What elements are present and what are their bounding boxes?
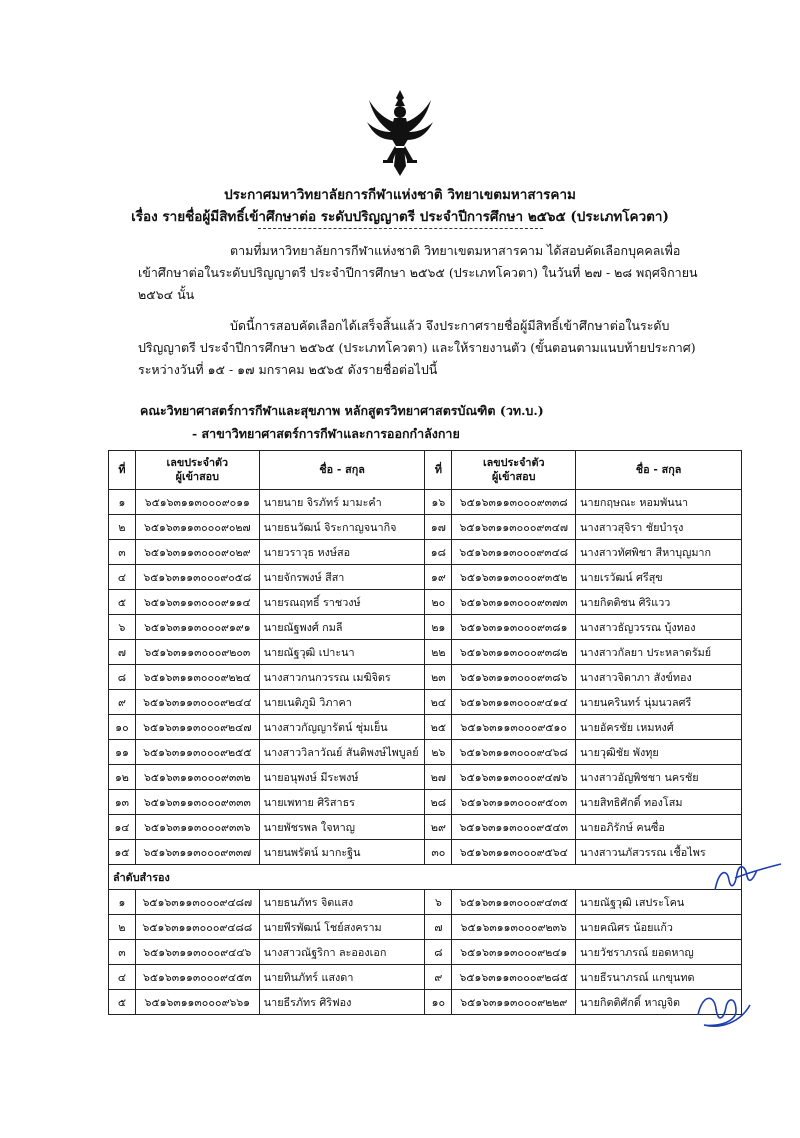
cell-no: ๖ bbox=[109, 615, 136, 640]
cell-no: ๑๕ bbox=[109, 840, 136, 865]
table-row bbox=[109, 490, 742, 515]
faculty-heading: คณะวิทยาศาสตร์การกีฬาและสุขภาพ หลักสูตรวิทยาศาสตรบัณฑิต (วท.บ.) bbox=[140, 403, 544, 418]
cell-id: ๖๕๑๖๓๑๑๓๐๐๐๙๓๓๗ bbox=[135, 840, 259, 865]
cell-no: ๒ bbox=[109, 515, 136, 540]
cell-no: ๑๘ bbox=[425, 540, 452, 565]
cell-name: นายกิตติศักดิ์ หาญจิต bbox=[576, 990, 742, 1015]
cell-id: ๖๕๑๖๓๑๑๓๐๐๐๙๓๓๘ bbox=[452, 490, 576, 515]
col-no-header: ที่ bbox=[109, 451, 136, 490]
cell-id: ๖๕๑๖๓๑๑๓๐๐๐๙๓๘๒ bbox=[452, 640, 576, 665]
cell-name: นายนาย จิรภัทร์ มามะคำ bbox=[259, 490, 425, 515]
cell-id: ๖๕๑๖๓๑๑๓๐๐๐๙๓๘๑ bbox=[452, 615, 576, 640]
cell-no: ๑๒ bbox=[109, 765, 136, 790]
cell-id: ๖๕๑๖๓๑๑๓๐๐๐๙๒๔๔ bbox=[135, 690, 259, 715]
table-row bbox=[109, 915, 742, 940]
cell-id: ๖๕๑๖๓๑๑๓๐๐๐๙๓๓๖ bbox=[135, 815, 259, 840]
cell-name: นางสาวจิดาภา สังข์ทอง bbox=[576, 665, 742, 690]
cell-name: นางสาวนภัสวรรณ เชื้อไพร bbox=[576, 840, 742, 865]
cell-id: ๖๕๑๖๓๑๑๓๐๐๐๙๕๔๓ bbox=[452, 815, 576, 840]
cell-no: ๒๕ bbox=[425, 715, 452, 740]
cell-name: นางสาววิลาวัณย์ สันติพงษ์ไพบูลย์ bbox=[259, 740, 425, 765]
cell-no: ๗ bbox=[425, 915, 452, 940]
cell-name: นางสาวทัศพิชา สีหาบุญมาก bbox=[576, 540, 742, 565]
cell-id: ๖๕๑๖๓๑๑๓๐๐๐๙๔๗๖ bbox=[452, 765, 576, 790]
cell-no: ๑๗ bbox=[425, 515, 452, 540]
cell-name: นายธีรนาภรณ์ แกขุนทด bbox=[576, 965, 742, 990]
cell-id: ๖๕๑๖๓๑๑๓๐๐๐๙๒๔๑ bbox=[452, 940, 576, 965]
cell-no: ๙ bbox=[109, 690, 136, 715]
cell-id: ๖๕๑๖๓๑๑๓๐๐๐๙๑๙๑ bbox=[135, 615, 259, 640]
major-heading: - สาขาวิทยาศาสตร์การกีฬาและการออกกำลังกาย bbox=[192, 426, 460, 441]
table-row bbox=[109, 790, 742, 815]
cell-id: ๖๕๑๖๓๑๑๓๐๐๐๙๖๖๑ bbox=[135, 990, 259, 1015]
cell-name: นางสาวณัฐริกา ละอองเอก bbox=[259, 940, 425, 965]
table-row bbox=[109, 565, 742, 590]
cell-no: ๒๖ bbox=[425, 740, 452, 765]
cell-no: ๘ bbox=[109, 665, 136, 690]
cell-name: นายธนภัทร จิตแสง bbox=[259, 890, 425, 915]
reserve-section-row bbox=[109, 865, 742, 890]
table-row bbox=[109, 840, 742, 865]
cell-name: นายวราวุธ หงษ์สอ bbox=[259, 540, 425, 565]
table-row bbox=[109, 740, 742, 765]
col-id-header: เลขประจำตัว ผู้เข้าสอบ bbox=[135, 451, 259, 490]
cell-id: ๖๕๑๖๓๑๑๓๐๐๐๙๕๖๔ bbox=[452, 840, 576, 865]
cell-id: ๖๕๑๖๓๑๑๓๐๐๐๙๐๒๙ bbox=[135, 540, 259, 565]
signature-1 bbox=[705, 850, 785, 900]
cell-name: นายกิตติชน ศิริแวว bbox=[576, 590, 742, 615]
table-row bbox=[109, 640, 742, 665]
table-row bbox=[109, 665, 742, 690]
cell-id: ๖๕๑๖๓๑๑๓๐๐๐๙๕๑๐ bbox=[452, 715, 576, 740]
divider bbox=[258, 228, 543, 229]
cell-name: นายทินภัทร์ แสงดา bbox=[259, 965, 425, 990]
cell-name: นางสาวกนกวรรณ เมฆิจิตร bbox=[259, 665, 425, 690]
table-row bbox=[109, 690, 742, 715]
cell-name: นายวุฒิชัย พังทุย bbox=[576, 740, 742, 765]
cell-name: นายณัฐพงศ์ กมลี bbox=[259, 615, 425, 640]
cell-id: ๖๕๑๖๓๑๑๓๐๐๐๙๓๕๒ bbox=[452, 565, 576, 590]
cell-no: ๖ bbox=[425, 890, 452, 915]
cell-no: ๑๐ bbox=[425, 990, 452, 1015]
cell-id: ๖๕๑๖๓๑๑๓๐๐๐๙๒๒๙ bbox=[452, 990, 576, 1015]
cell-no: ๙ bbox=[425, 965, 452, 990]
cell-no: ๒๔ bbox=[425, 690, 452, 715]
table-header-row bbox=[109, 451, 742, 490]
cell-id: ๖๕๑๖๓๑๑๓๐๐๐๙๔๓๕ bbox=[452, 890, 576, 915]
cell-id: ๖๕๑๖๓๑๑๓๐๐๐๙๒๕๕ bbox=[135, 740, 259, 765]
cell-id: ๖๕๑๖๓๑๑๓๐๐๐๙๒๘๕ bbox=[452, 965, 576, 990]
table-row bbox=[109, 965, 742, 990]
cell-id: ๖๕๑๖๓๑๑๓๐๐๐๙๐๕๘ bbox=[135, 565, 259, 590]
cell-name: นายสิทธิศักดิ์ ทองโสม bbox=[576, 790, 742, 815]
cell-id: ๖๕๑๖๓๑๑๓๐๐๐๙๔๘๘ bbox=[135, 915, 259, 940]
cell-name: นายณัฐวุฒิ เปาะนา bbox=[259, 640, 425, 665]
cell-no: ๑๙ bbox=[425, 565, 452, 590]
table-row bbox=[109, 990, 742, 1015]
cell-id: ๖๕๑๖๓๑๑๓๐๐๐๙๔๕๓ bbox=[135, 965, 259, 990]
cell-name: นายกฤษณะ หอมพันนา bbox=[576, 490, 742, 515]
cell-no: ๒๘ bbox=[425, 790, 452, 815]
cell-id: ๖๕๑๖๓๑๑๓๐๐๐๙๓๓๓ bbox=[135, 790, 259, 815]
cell-name: นางสาวกัญญารัตน์ ชุ่มเย็น bbox=[259, 715, 425, 740]
cell-no: ๗ bbox=[109, 640, 136, 665]
cell-no: ๓ bbox=[109, 940, 136, 965]
table-row bbox=[109, 515, 742, 540]
table-row bbox=[109, 590, 742, 615]
cell-no: ๑ bbox=[109, 890, 136, 915]
cell-id: ๖๕๑๖๓๑๑๓๐๐๐๙๓๔๗ bbox=[452, 515, 576, 540]
cell-id: ๖๕๑๖๓๑๑๓๐๐๐๙๑๑๔ bbox=[135, 590, 259, 615]
cell-id: ๖๕๑๖๓๑๑๓๐๐๐๙๒๒๔ bbox=[135, 665, 259, 690]
table-row bbox=[109, 715, 742, 740]
cell-name: นายณัฐวุฒิ เสประโคน bbox=[576, 890, 742, 915]
col-id-header: เลขประจำตัว ผู้เข้าสอบ bbox=[452, 451, 576, 490]
cell-no: ๑๖ bbox=[425, 490, 452, 515]
paragraph-1: ตามที่มหาวิทยาลัยการกีฬาแห่งชาติ วิทยาเขตมหาสารคาม ได้สอบคัดเลือกบุคคลเพื่อเข้าศึกษาต่อในระดับปริญญาตรี ประจำปีการศึกษา ๒๕๖๕ (ประเภทโควตา) ในวันที่ ๒๗ - ๒๘ พฤศจิกายน ๒๕๖๔ นั้น bbox=[138, 243, 698, 302]
admission-table bbox=[108, 450, 742, 1015]
cell-name: นายธนวัฒน์ จิระกาญจนากิจ bbox=[259, 515, 425, 540]
cell-no: ๓๐ bbox=[425, 840, 452, 865]
cell-id: ๖๕๑๖๓๑๑๓๐๐๐๙๒๓๖ bbox=[452, 915, 576, 940]
cell-name: นายวัชราภรณ์ ยอดหาญ bbox=[576, 940, 742, 965]
table-row bbox=[109, 815, 742, 840]
cell-no: ๒๙ bbox=[425, 815, 452, 840]
reserve-label: ลำดับสำรอง bbox=[109, 865, 742, 890]
cell-no: ๑ bbox=[109, 490, 136, 515]
cell-name: นายพีรพัฒน์ โชย์สงคราม bbox=[259, 915, 425, 940]
cell-name: นายเนติภูมิ วิภาคา bbox=[259, 690, 425, 715]
cell-no: ๓ bbox=[109, 540, 136, 565]
cell-name: นายอภิรักษ์ คนซื่อ bbox=[576, 815, 742, 840]
cell-id: ๖๕๑๖๓๑๑๓๐๐๐๙๓๗๓ bbox=[452, 590, 576, 615]
cell-no: ๑๔ bbox=[109, 815, 136, 840]
cell-name: นางสาวกัลยา ประหลาดรัมย์ bbox=[576, 640, 742, 665]
cell-name: นายรณฤทธิ์ ราชวงษ์ bbox=[259, 590, 425, 615]
announcement-title: ประกาศมหาวิทยาลัยการกีฬาแห่งชาติ วิทยาเขตมหาสารคาม bbox=[224, 187, 576, 203]
cell-name: นายคณิศร น้อยแก้ว bbox=[576, 915, 742, 940]
cell-id: ๖๕๑๖๓๑๑๓๐๐๐๙๐๑๑ bbox=[135, 490, 259, 515]
cell-no: ๒๓ bbox=[425, 665, 452, 690]
cell-name: นายเรวัฒน์ ศรีสุข bbox=[576, 565, 742, 590]
cell-name: นายธีรภัทร ศิริฟอง bbox=[259, 990, 425, 1015]
col-name-header: ชื่อ - สกุล bbox=[259, 451, 425, 490]
col-name-header: ชื่อ - สกุล bbox=[576, 451, 742, 490]
cell-no: ๑๑ bbox=[109, 740, 136, 765]
cell-name: นายนพรัตน์ มากะฐิน bbox=[259, 840, 425, 865]
cell-no: ๕ bbox=[109, 990, 136, 1015]
table-row bbox=[109, 615, 742, 640]
table-row bbox=[109, 890, 742, 915]
cell-name: นายนครินทร์ นุ่มนวลศรี bbox=[576, 690, 742, 715]
cell-id: ๖๕๑๖๓๑๑๓๐๐๐๙๕๐๓ bbox=[452, 790, 576, 815]
table-row bbox=[109, 765, 742, 790]
cell-id: ๖๕๑๖๓๑๑๓๐๐๐๙๔๑๔ bbox=[452, 690, 576, 715]
cell-id: ๖๕๑๖๓๑๑๓๐๐๐๙๐๒๗ bbox=[135, 515, 259, 540]
signature-2 bbox=[690, 985, 760, 1035]
cell-no: ๑๐ bbox=[109, 715, 136, 740]
cell-name: นายเพทาย ศิริสาธร bbox=[259, 790, 425, 815]
cell-name: นายจักรพงษ์ สีสา bbox=[259, 565, 425, 590]
cell-name: นายพัชรพล ใจหาญ bbox=[259, 815, 425, 840]
table-row bbox=[109, 540, 742, 565]
cell-no: ๑๓ bbox=[109, 790, 136, 815]
cell-name: นายอนุพงษ์ มีระพงษ์ bbox=[259, 765, 425, 790]
cell-id: ๖๕๑๖๓๑๑๓๐๐๐๙๔๔๖ bbox=[135, 940, 259, 965]
cell-no: ๕ bbox=[109, 590, 136, 615]
cell-name: นายอัครชัย เหมหงศ์ bbox=[576, 715, 742, 740]
cell-no: ๒๐ bbox=[425, 590, 452, 615]
cell-no: ๒ bbox=[109, 915, 136, 940]
cell-no: ๔ bbox=[109, 965, 136, 990]
cell-no: ๒๗ bbox=[425, 765, 452, 790]
announcement-subject: เรื่อง รายชื่อผู้มีสิทธิ์เข้าศึกษาต่อ ระดับปริญญาตรี ประจำปีการศึกษา ๒๕๖๕ (ประเภทโควตา) bbox=[131, 209, 669, 225]
cell-id: ๖๕๑๖๓๑๑๓๐๐๐๙๓๔๘ bbox=[452, 540, 576, 565]
table-row bbox=[109, 940, 742, 965]
cell-id: ๖๕๑๖๓๑๑๓๐๐๐๙๒๔๗ bbox=[135, 715, 259, 740]
cell-no: ๘ bbox=[425, 940, 452, 965]
cell-id: ๖๕๑๖๓๑๑๓๐๐๐๙๓๓๒ bbox=[135, 765, 259, 790]
cell-id: ๖๕๑๖๓๑๑๓๐๐๐๙๓๘๖ bbox=[452, 665, 576, 690]
cell-id: ๖๕๑๖๓๑๑๓๐๐๐๙๔๘๗ bbox=[135, 890, 259, 915]
cell-no: ๔ bbox=[109, 565, 136, 590]
cell-name: นางสาวสุจิรา ชัยบำรุง bbox=[576, 515, 742, 540]
cell-name: นางสาวอัญพิชชา นครชัย bbox=[576, 765, 742, 790]
cell-name: นางสาวธัญวรรณ บุ้งทอง bbox=[576, 615, 742, 640]
cell-id: ๖๕๑๖๓๑๑๓๐๐๐๙๒๐๓ bbox=[135, 640, 259, 665]
cell-no: ๒๑ bbox=[425, 615, 452, 640]
col-no-header: ที่ bbox=[425, 451, 452, 490]
cell-id: ๖๕๑๖๓๑๑๓๐๐๐๙๔๖๘ bbox=[452, 740, 576, 765]
cell-no: ๒๒ bbox=[425, 640, 452, 665]
garuda-emblem-icon bbox=[365, 88, 435, 178]
paragraph-2: บัดนี้การสอบคัดเลือกได้เสร็จสิ้นแล้ว จึงประกาศรายชื่อผู้มีสิทธิ์เข้าศึกษาต่อในระดับปริญญาตรี ประจำปีการศึกษา ๒๕๖๕ (ประเภทโควตา) และให้รายงานตัว (ขั้นตอนตามแนบท้ายประกาศ) ระหว่างวันที่ ๑๕ - ๑๗ มกราคม ๒๕๖๕ ดังรายชื่อต่อไปนี้ bbox=[138, 318, 696, 377]
